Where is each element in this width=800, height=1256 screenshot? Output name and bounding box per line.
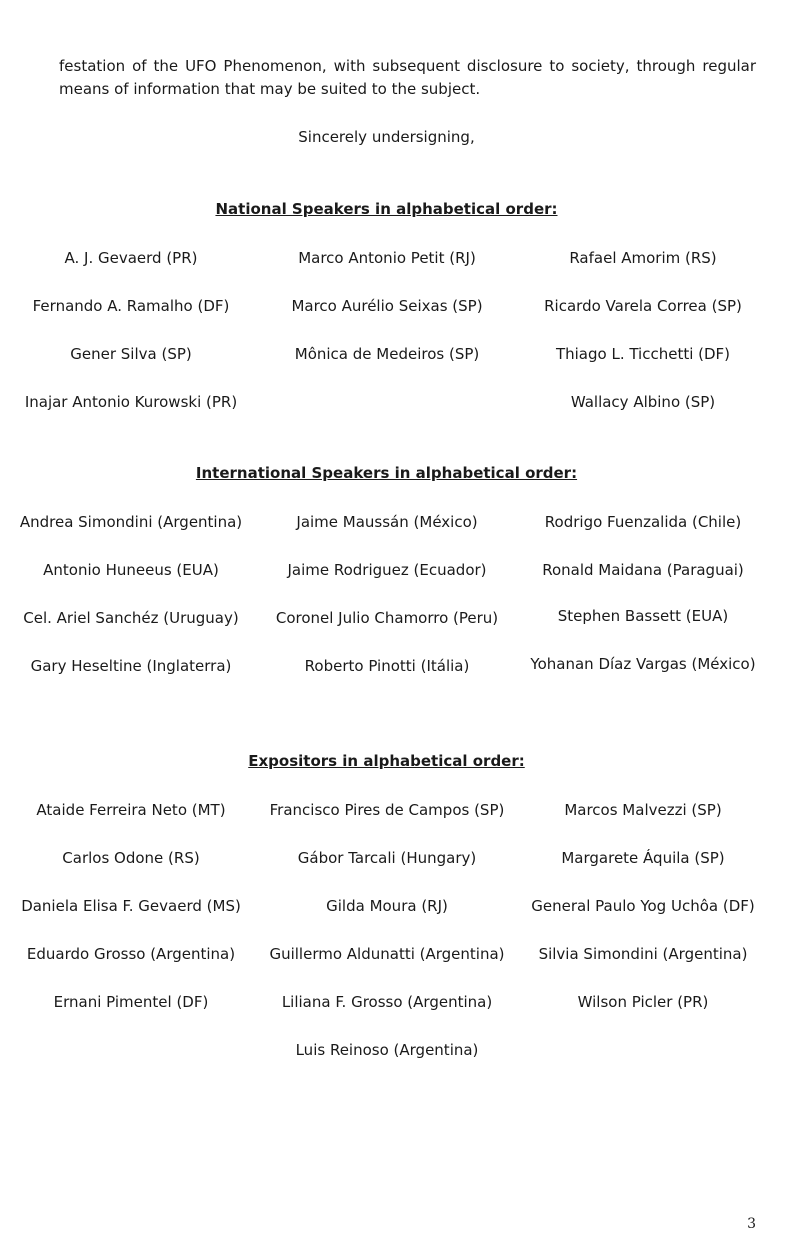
international-name: Antonio Huneeus (EUA)	[43, 561, 219, 579]
international-name: Coronel Julio Chamorro (Peru)	[275, 609, 499, 627]
intro-paragraph: festation of the UFO Phenomenon, with subsequent disclosure to society, through regular means of information that may be suited to the subject.	[59, 57, 756, 98]
closing-line: Sincerely undersigning,	[298, 128, 475, 146]
expositor-name: Marcos Malvezzi (SP)	[564, 801, 722, 819]
national-name: Thiago L. Ticchetti (DF)	[555, 345, 731, 363]
national-name: Mônica de Medeiros (SP)	[294, 345, 480, 363]
expositor-name: Francisco Pires de Campos (SP)	[269, 801, 505, 819]
international-name: Rodrigo Fuenzalida (Chile)	[544, 513, 742, 531]
national-name: Rafael Amorim (RS)	[569, 249, 717, 267]
expositor-name: Gilda Moura (RJ)	[326, 897, 448, 915]
expositor-name: Silvia Simondini (Argentina)	[538, 945, 748, 963]
international-name: Roberto Pinotti (Itália)	[304, 657, 470, 675]
expositor-name: Eduardo Grosso (Argentina)	[26, 945, 236, 963]
national-name: Marco Aurélio Seixas (SP)	[291, 297, 483, 315]
expositor-name: Wilson Picler (PR)	[577, 993, 709, 1011]
international-name: Andrea Simondini (Argentina)	[19, 513, 243, 531]
international-name: Gary Heseltine (Inglaterra)	[30, 657, 232, 675]
international-name: Stephen Bassett (EUA)	[557, 607, 729, 625]
national-speakers-heading: National Speakers in alphabetical order:	[215, 200, 558, 218]
expositor-name: Gábor Tarcali (Hungary)	[297, 849, 477, 867]
international-name: Yohanan Díaz Vargas (México)	[530, 655, 756, 673]
expositor-name: Luis Reinoso (Argentina)	[295, 1041, 479, 1059]
international-name: Jaime Rodriguez (Ecuador)	[287, 561, 487, 579]
expositor-name: Ernani Pimentel (DF)	[53, 993, 209, 1011]
international-name: Cel. Ariel Sanchéz (Uruguay)	[23, 609, 239, 627]
expositors-heading: Expositors in alphabetical order:	[248, 752, 525, 770]
page-number: 3	[747, 1216, 756, 1232]
expositor-name: Guillermo Aldunatti (Argentina)	[269, 945, 505, 963]
national-name: Fernando A. Ramalho (DF)	[32, 297, 230, 315]
expositor-name: Daniela Elisa F. Gevaerd (MS)	[21, 897, 241, 915]
international-speakers-heading: International Speakers in alphabetical order:	[195, 464, 578, 482]
national-name: A. J. Gevaerd (PR)	[64, 249, 198, 267]
expositor-name: Carlos Odone (RS)	[62, 849, 200, 867]
expositor-name: Margarete Áquila (SP)	[561, 849, 725, 867]
national-name: Wallacy Albino (SP)	[570, 393, 716, 411]
national-name: Marco Antonio Petit (RJ)	[298, 249, 476, 267]
international-name: Jaime Maussán (México)	[296, 513, 478, 531]
expositor-name: Liliana F. Grosso (Argentina)	[281, 993, 493, 1011]
national-name: Ricardo Varela Correa (SP)	[544, 297, 742, 315]
expositor-name: General Paulo Yog Uchôa (DF)	[531, 897, 755, 915]
national-name: Inajar Antonio Kurowski (PR)	[24, 393, 238, 411]
national-name: Gener Silva (SP)	[70, 345, 192, 363]
expositor-name: Ataide Ferreira Neto (MT)	[36, 801, 226, 819]
international-name: Ronald Maidana (Paraguai)	[542, 561, 744, 579]
